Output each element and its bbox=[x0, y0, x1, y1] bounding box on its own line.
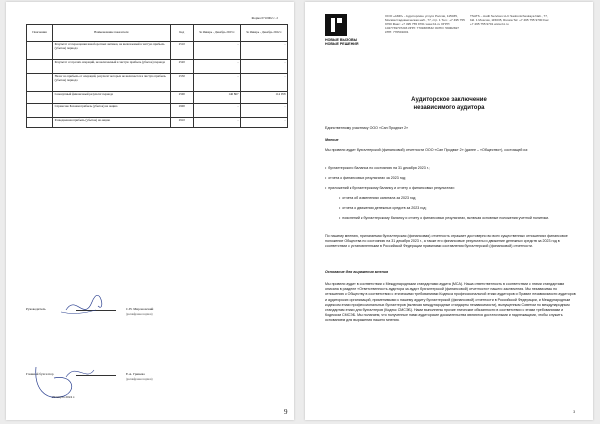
opinion-heading: Мнение bbox=[325, 138, 339, 142]
cell-notes bbox=[27, 60, 53, 74]
cell-previous: - bbox=[241, 60, 288, 74]
document-title bbox=[305, 97, 593, 113]
cell-previous: - bbox=[241, 118, 288, 128]
cell-code: 2910 bbox=[170, 118, 193, 128]
col-header-current: За Январь - Декабрь 2023 г. bbox=[194, 25, 241, 42]
col-header-notes: Пояснения bbox=[27, 25, 53, 42]
signature-title: Руководитель bbox=[26, 307, 46, 311]
opinion-intro: Мы провели аудит бухгалтерской (финансовой) отчетности ООО «Сан Продюкт 2» (далее – «Общество»), состоящей из: bbox=[325, 148, 529, 152]
title-line-2: независимого аудитора bbox=[413, 104, 485, 111]
cell-name: Результат от прочих операций, не включаемый в чистую прибыль (убыток) периода bbox=[53, 60, 170, 74]
opinion-paragraph: По нашему мнению, прилагаемая бухгалтерская (финансовая) отчетность отражает достоверно во всех существенных отношениях финансовое положение Общества по состоянию на 31 декабря 2023 г., а также его финансовые результаты и движение денежных средств за 2023 год в соответствии с установленными в Российской Федерации правилами составления бухгалтерской (финансовой) отчетности. bbox=[325, 234, 568, 249]
table-row bbox=[27, 74, 288, 92]
handwritten-signatures bbox=[6, 292, 294, 412]
cell-current: - bbox=[194, 74, 241, 92]
cell-notes bbox=[27, 74, 53, 92]
table-header-row bbox=[27, 25, 288, 42]
signature-name: С.Н. Мироновский bbox=[126, 307, 154, 311]
table-row bbox=[27, 60, 288, 74]
cell-code: 2530 bbox=[170, 74, 193, 92]
cell-notes bbox=[27, 42, 53, 60]
sub-bullet-item: • отчета о движении денежных средств за 2023 год; bbox=[339, 206, 427, 210]
cell-notes bbox=[27, 118, 53, 128]
sub-bullet-item: • отчета об изменениях капитала за 2023 год; bbox=[339, 196, 417, 200]
addressee: Единственному участнику ООО «Сан Продюкт 2» bbox=[325, 126, 409, 130]
cell-current: 146 867 bbox=[194, 92, 241, 104]
basis-heading: Основание для выражения мнения bbox=[325, 270, 389, 274]
cell-notes bbox=[27, 92, 53, 104]
title-line-1: Аудиторское заключение bbox=[411, 97, 487, 103]
address-english: TSATS – Audit Services LLC Sadovnicheskaya Nab., 77, bld. 1 Moscow, 115035, Russia Tel: +7 495 755 9700 Fax: +7 495 755 9701 www.b1.ru bbox=[470, 14, 550, 27]
bullet-item: • приложений к бухгалтерскому балансу и отчету о финансовых результатах: bbox=[325, 186, 455, 190]
col-header-name: Наименование показателя bbox=[53, 25, 170, 42]
signature-subtitle: (расшифровка подписи) bbox=[126, 378, 153, 381]
page-number-left: 9 bbox=[284, 408, 288, 416]
page-number-right: 3 bbox=[573, 410, 575, 414]
signature-title: Главный бухгалтер bbox=[26, 372, 54, 376]
report-date: 29 марта 2024 г. bbox=[52, 395, 75, 399]
cell-previous: - bbox=[241, 42, 288, 60]
signature-name: Е.А. Гринева bbox=[126, 372, 145, 376]
cell-code: 2500 bbox=[170, 92, 193, 104]
cell-name: Совокупный финансовый результат периода bbox=[53, 92, 170, 104]
cell-previous: - bbox=[241, 104, 288, 118]
basis-paragraph: Мы провели аудит в соответствии с Международными стандартами аудита (МСА). Наша ответственность в соответствии с этими стандартами описана в разделе «Ответственность аудитора за аудит бухгалтерской (финансовой) отчетности» нашего заключения. Мы независимы по отношению к Обществу в соответствии с этическими требованиями Кодекса профессиональной этики аудиторов и Правил независимости аудиторов и аудиторских организаций, применимыми к нашему аудиту бухгалтерской (финансовой) отчетности в Российской Федерации, и Международным кодексом этики профессиональных бухгалтеров (включая международные стандарты независимости), выпущенным Советом по международным стандартам этики для бухгалтеров (Кодекс СМСЭБ). Нами выполнены прочие этические обязанности в соответствии с этими требованиями и Кодексом СМСЭБ. Мы полагаем, что полученные нами аудиторские доказательства являются достаточными и надлежащими, чтобы служить основанием для выражения нашего мнения. bbox=[325, 282, 576, 323]
cell-name: Результат от переоценки внеоборотных активов, не включаемый в чистую прибыль (убыток) периода bbox=[53, 42, 170, 60]
cell-current: - bbox=[194, 60, 241, 74]
cell-notes bbox=[27, 104, 53, 118]
col-header-previous: За Январь - Декабрь 2022 г. bbox=[241, 25, 288, 42]
cell-previous: 114 958 bbox=[241, 92, 288, 104]
bullet-item: • отчета о финансовых результатах за 2023 год; bbox=[325, 176, 406, 180]
financial-table bbox=[26, 24, 288, 128]
cell-name: Налог на прибыль от операций, результат которых не включается в чистую прибыль (убыток) периода bbox=[53, 74, 170, 92]
left-page bbox=[6, 2, 294, 420]
bullet-item: • бухгалтерского баланса по состоянию на 31 декабря 2023 г.; bbox=[325, 166, 430, 170]
form-code: Форма 0710002 с. 2 bbox=[251, 16, 278, 20]
logo-tagline: НОВЫЕ ВЫЗОВЫ НОВЫЕ РЕШЕНИЯ bbox=[325, 38, 359, 47]
cell-current: - bbox=[194, 104, 241, 118]
cell-code: 2520 bbox=[170, 60, 193, 74]
sub-bullet-item: • пояснений к бухгалтерскому балансу и отчету о финансовых результатах, включая основные положения учетной политики. bbox=[339, 216, 550, 220]
b1-logo-icon bbox=[325, 14, 347, 36]
address-russian: ООО «АМР» - Аудиторские услуги Россия, 115035, Москва Садовническая наб., 77, стр. 1 Тел.: +7 495 755 9700 Факс: +7 495 755 9701 www.b1.ru ОГРН: 1027739707203 ИНН: 7709383532 ОКПО: 59002827 КПП: 770501001 bbox=[385, 14, 465, 35]
table-row bbox=[27, 92, 288, 104]
col-header-code: Код bbox=[170, 25, 193, 42]
cell-name: Разводненная прибыль (убыток) на акцию bbox=[53, 118, 170, 128]
right-page bbox=[305, 2, 593, 420]
cell-current: - bbox=[194, 118, 241, 128]
table-row bbox=[27, 104, 288, 118]
cell-code: 2510 bbox=[170, 42, 193, 60]
table-row bbox=[27, 118, 288, 128]
cell-code: 2900 bbox=[170, 104, 193, 118]
signature-subtitle: (расшифровка подписи) bbox=[126, 313, 153, 316]
cell-current: - bbox=[194, 42, 241, 60]
cell-previous: - bbox=[241, 74, 288, 92]
cell-name: Справочно Базовая прибыль (убыток) на акцию bbox=[53, 104, 170, 118]
table-row bbox=[27, 42, 288, 60]
